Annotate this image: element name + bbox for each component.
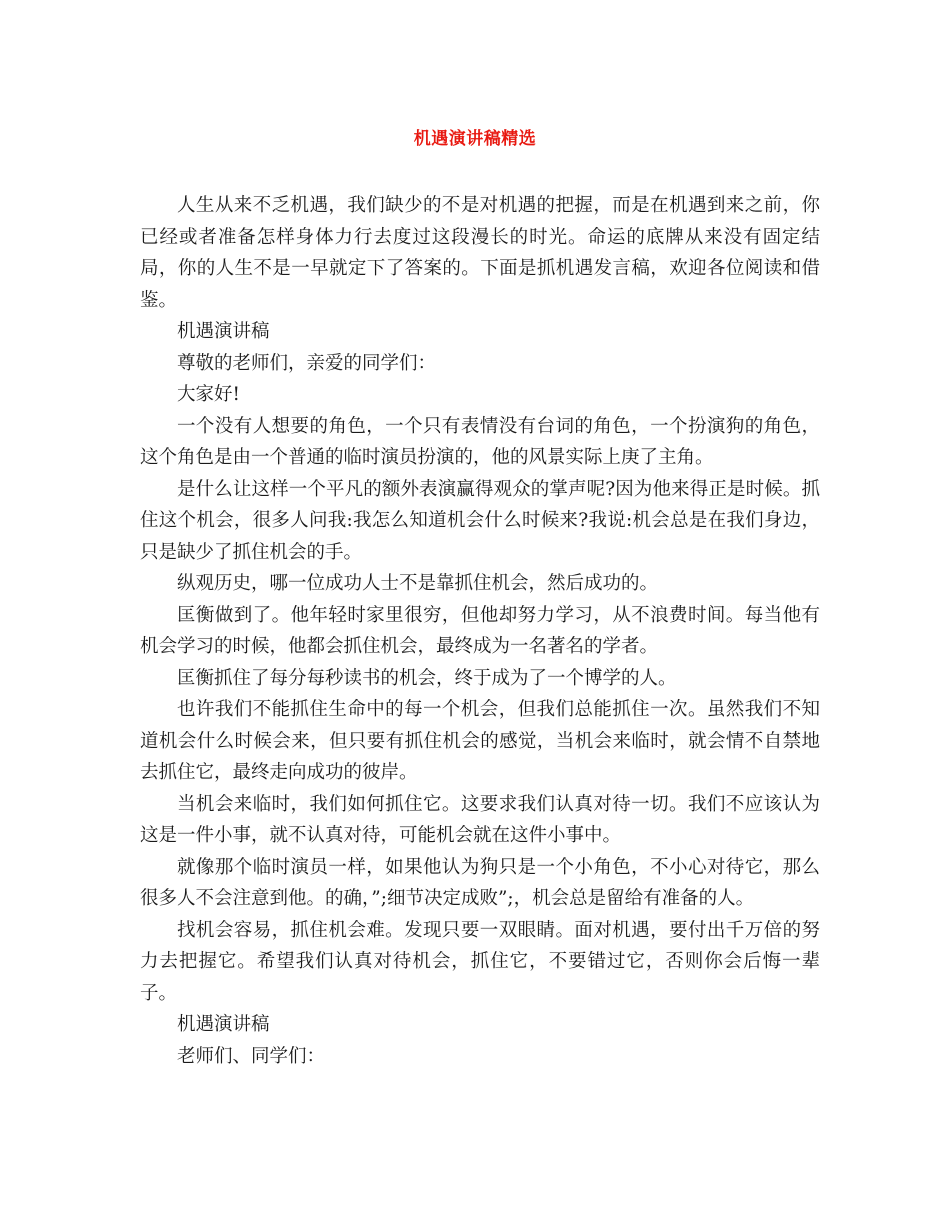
paragraph: 纵观历史，哪一位成功人士不是靠抓住机会，然后成功的。: [177, 573, 659, 594]
paragraph-greeting: 大家好!: [177, 384, 240, 405]
paragraph: 就像那个临时演员一样，如果他认为狗只是一个小角色，不小心对待它，那么很多人不会注意到他。的确，”;细节决定成败”;，机会总是留给有准备的人。: [140, 856, 820, 909]
paragraph-heading: 机遇演讲稿: [177, 321, 270, 342]
paragraph-intro: 人生从来不乏机遇，我们缺少的不是对机遇的把握，而是在机遇到来之前，你已经或者准备怎样身体力行去度过这段漫长的时光。命运的底牌从来没有固定结局，你的人生不是一早就定下了答案的。下面是抓机遇发言稿，欢迎各位阅读和借鉴。: [140, 195, 820, 311]
paragraph: 是什么让这样一个平凡的额外表演赢得观众的掌声呢?因为他来得正是时候。抓住这个机会，很多人问我:我怎么知道机会什么时候来?我说:机会总是在我们身边，只是缺少了抓住机会的手。: [140, 478, 820, 563]
paragraph-salutation: 老师们、同学们：: [177, 1045, 326, 1067]
paragraph: 匡衡做到了。他年轻时家里很穷，但他却努力学习，从不浪费时间。每当他有机会学习的时候，他都会抓住机会，最终成为一名著名的学者。: [140, 604, 820, 657]
paragraph: 也许我们不能抓住生命中的每一个机会，但我们总能抓住一次。虽然我们不知道机会什么时候会来，但只要有抓住机会的感觉，当机会来临时，就会情不自禁地去抓住它，最终走向成功的彼岸。: [140, 699, 820, 783]
paragraph-salutation: 尊敬的老师们，亲爱的同学们：: [177, 352, 437, 374]
paragraph: 当机会来临时，我们如何抓住它。这要求我们认真对待一切。我们不应该认为这是一件小事，就不认真对待，可能机会就在这件小事中。: [140, 793, 820, 846]
paragraph: 匡衡抓住了每分每秒读书的机会，终于成为了一个博学的人。: [177, 667, 677, 689]
paragraph: 找机会容易，抓住机会难。发现只要一双眼睛。面对机遇，要付出千万倍的努力去把握它。希望我们认真对待机会，抓住它，不要错过它，否则你会后悔一辈子。: [140, 919, 820, 1004]
paragraph: 一个没有人想要的角色，一个只有表情没有台词的角色，一个扮演狗的角色，这个角色是由一个普通的临时演员扮演的，他的风景实际上庚了主角。: [140, 415, 820, 468]
document-page: [140, 0, 830, 1230]
document-title: 机遇演讲稿精选: [413, 129, 537, 149]
paragraph-heading: 机遇演讲稿: [177, 1014, 270, 1035]
document-body: [140, 190, 820, 1072]
